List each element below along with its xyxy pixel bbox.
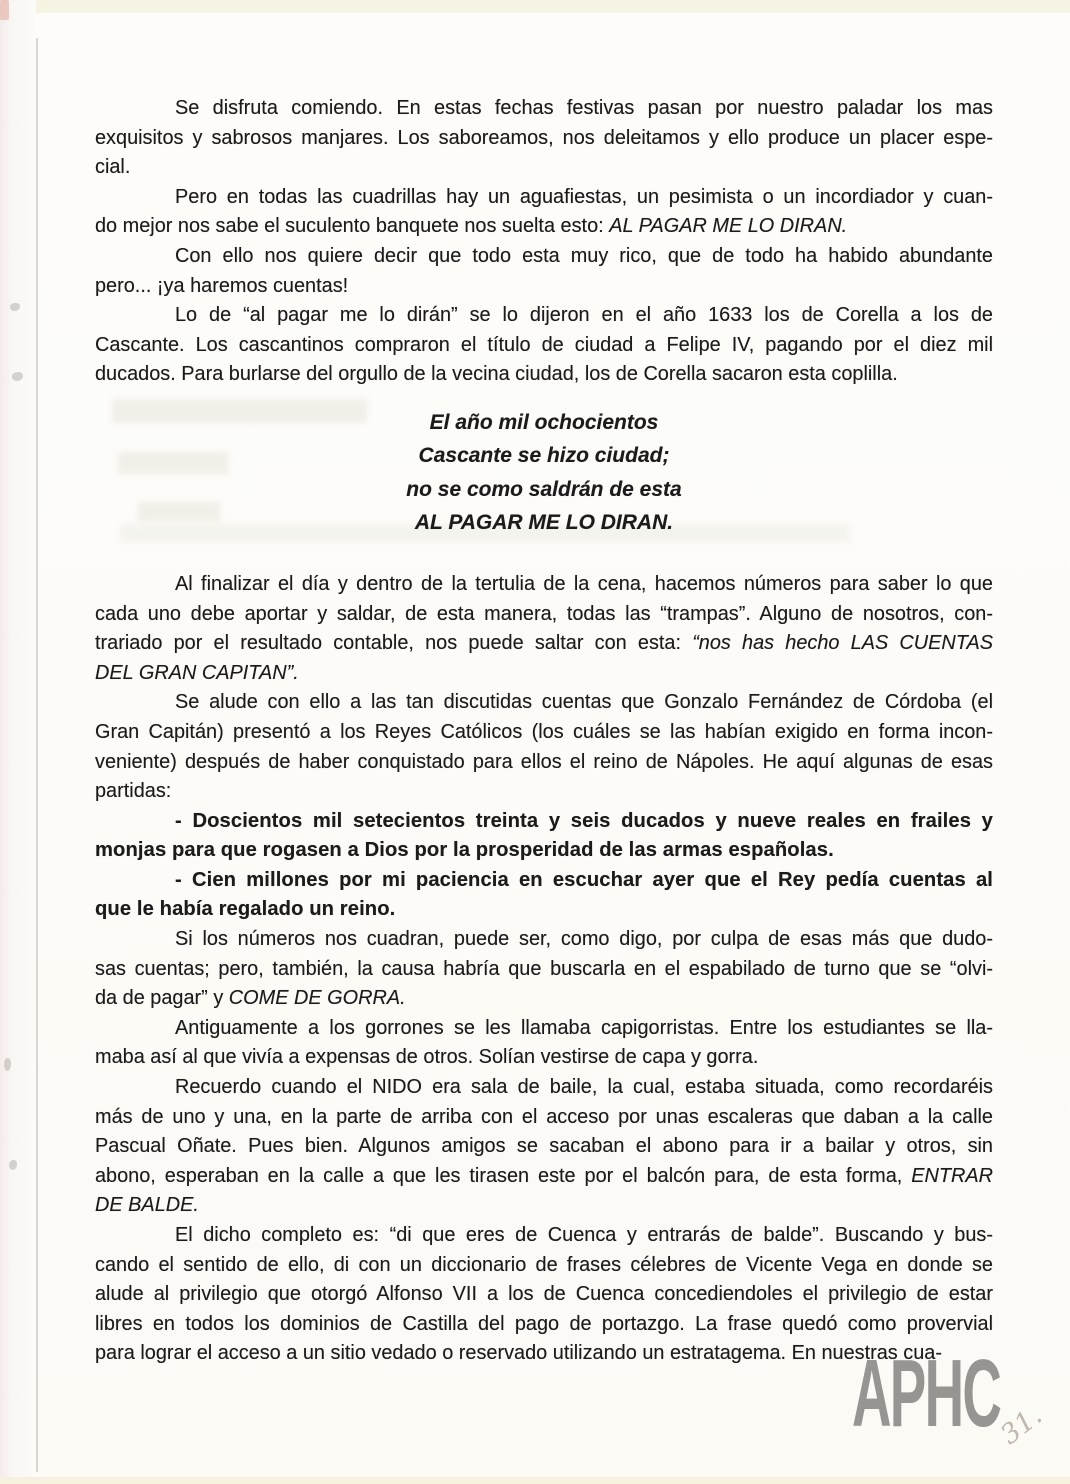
- text-line: [95, 94, 993, 124]
- text-segment: partidas:: [95, 780, 172, 803]
- text-line: [95, 629, 993, 659]
- text-line: [95, 777, 993, 807]
- page-edge-left: [0, 0, 36, 1484]
- text-line: [95, 984, 993, 1014]
- text-line: [95, 748, 993, 778]
- text-line: [95, 360, 993, 390]
- text-line: [95, 866, 993, 896]
- text-segment: trariado por el resultado contable, nos puede saltar con esta:: [95, 632, 693, 655]
- text-segment: maba así al que vivía a expensas de otros. Solían vestirse de capa y gorra.: [95, 1046, 759, 1069]
- text-line: [95, 570, 993, 600]
- text-line: [95, 600, 993, 630]
- text-segment: sas cuentas; pero, también, la causa habría que buscarla en el espabilado de turno que se “olvi-: [95, 957, 993, 980]
- text-segment: abono, esperaban en la calle a que les tirasen este por el balcón para, de esta forma,: [95, 1164, 912, 1187]
- text-segment: Recuerdo cuando el NIDO era sala de baile, la cual, estaba situada, como recordaréis: [175, 1076, 993, 1099]
- paragraph-2: [95, 183, 993, 242]
- text-line: [95, 836, 993, 866]
- text-segment: exquisitos y sabrosos manjares. Los saboreamos, nos deleitamos y ello produce un placer espe-: [95, 126, 993, 149]
- document-text: [95, 94, 993, 1369]
- paragraph-8: [95, 1014, 993, 1073]
- paragraph-4: [95, 301, 993, 390]
- text-segment: da de pagar” y: [95, 987, 229, 1010]
- text-line: [95, 955, 993, 985]
- text-segment: libres en todos los dominios de Castilla del pago de portazgo. La frase quedó como provervial: [95, 1312, 993, 1335]
- paragraph-9: [95, 1073, 993, 1221]
- text-line: [95, 1073, 993, 1103]
- text-line: [95, 212, 993, 242]
- emphasized-text: DEL GRAN CAPITAN”.: [95, 661, 299, 684]
- text-line: [95, 718, 993, 748]
- text-line: [95, 272, 993, 302]
- text-segment: más de uno y una, en la parte de arriba con el acceso por unas escaleras que daban a la calle: [95, 1105, 993, 1128]
- partida-item-2: [95, 866, 993, 925]
- text-segment: Cascante. Los cascantinos compraron el título de ciudad a Felipe IV, pagando por el diez mil: [95, 333, 993, 356]
- emphasized-text: “nos has hecho LAS CUENTAS: [692, 632, 994, 655]
- text-line: [95, 439, 993, 473]
- text-segment: para lograr el acceso a un sitio vedado o reservado utilizando un estratagema. En nuestras cua-: [95, 1342, 942, 1365]
- text-line: [95, 506, 993, 540]
- text-line: [95, 925, 993, 955]
- text-segment: monjas para que rogasen a Dios por la prosperidad de las armas españolas.: [95, 839, 834, 862]
- partida-item-1: [95, 807, 993, 866]
- text-line: [95, 1162, 993, 1192]
- text-segment: Gran Capitán) presentó a los Reyes Católicos (los cuáles se las habían exigido en forma incon-: [95, 720, 993, 743]
- coplilla-verse: [95, 406, 993, 540]
- text-segment: Pero en todas las cuadrillas hay un aguafiestas, un pesimista o un incordiador y cuan-: [175, 185, 993, 208]
- text-line: [95, 1251, 993, 1281]
- text-line: [95, 242, 993, 272]
- text-segment: no se como saldrán de esta: [406, 477, 682, 501]
- text-line: [95, 688, 993, 718]
- text-segment: cada uno debe aportar y saldar, de esta manera, todas las “trampas”. Alguno de nosotros, con-: [95, 602, 993, 625]
- text-segment: - Cien millones por mi paciencia en escuchar ayer que el Rey pedía cuentas al: [175, 868, 993, 891]
- page-edge-shadow: [36, 38, 38, 1472]
- text-segment: pero... ¡ya haremos cuentas!: [95, 274, 349, 297]
- text-segment: cial.: [95, 156, 131, 179]
- text-segment: Si los números nos cuadran, puede ser, como digo, por culpa de esas más que dudo-: [175, 928, 993, 951]
- text-line: [95, 807, 993, 837]
- paragraph-1: [95, 94, 993, 183]
- text-segment: do mejor nos sabe el suculento banquete nos suelta esto:: [95, 215, 610, 238]
- text-line: [95, 1221, 993, 1251]
- text-segment: - Doscientos mil setecientos treinta y seis ducados y nueve reales en frailes y: [175, 809, 993, 832]
- text-line: [95, 1191, 993, 1221]
- text-segment: Pascual Oñate. Pues bien. Algunos amigos se sacaban el abono para ir a bailar y otros, sin: [95, 1135, 993, 1158]
- text-line: [95, 659, 993, 689]
- text-segment: El año mil ochocientos: [429, 410, 659, 434]
- text-segment: que le había regalado un reino.: [95, 898, 396, 921]
- text-segment: cando el sentido de ello, di con un diccionario de frases célebres de Vicente Vega en donde se: [95, 1253, 993, 1276]
- text-segment: veniente) después de haber conquistado para ellos el reino de Nápoles. He aquí algunas de esas: [95, 750, 993, 773]
- text-line: [95, 473, 993, 507]
- text-line: [95, 183, 993, 213]
- text-segment: Al finalizar el día y dentro de la tertulia de la cena, hacemos números para saber lo que: [175, 572, 993, 595]
- text-line: [95, 301, 993, 331]
- text-segment: AL PAGAR ME LO DIRAN.: [414, 511, 674, 535]
- watermark: APHC: [852, 1340, 1001, 1447]
- paragraph-7: [95, 925, 993, 1014]
- paragraph-3: [95, 242, 993, 301]
- text-line: [95, 1132, 993, 1162]
- paragraph-6: [95, 688, 993, 806]
- text-line: [95, 406, 993, 440]
- text-segment: Antiguamente a los gorrones se les llamaba capigorristas. Entre los estudiantes se lla-: [175, 1016, 993, 1039]
- scan-edge-bottom: [0, 1477, 1070, 1484]
- text-line: [95, 1043, 993, 1073]
- text-segment: ducados. Para burlarse del orgullo de la vecina ciudad, los de Corella sacaron esta coplilla.: [95, 363, 898, 386]
- emphasized-text: ENTRAR: [911, 1164, 993, 1187]
- text-line: [95, 124, 993, 154]
- emphasized-text: AL PAGAR ME LO DIRAN.: [609, 215, 848, 238]
- scan-edge-top: [0, 0, 1070, 13]
- text-segment: Con ello nos quiere decir que todo esta muy rico, que de todo ha habido abundante: [175, 244, 993, 267]
- text-line: [95, 895, 993, 925]
- emphasized-text: COME DE GORRA.: [228, 987, 406, 1010]
- scan-corner-mark: [0, 0, 9, 20]
- paragraph-5: [95, 570, 993, 688]
- text-line: [95, 331, 993, 361]
- text-segment: Cascante se hizo ciudad;: [418, 444, 670, 468]
- text-line: [95, 1014, 993, 1044]
- text-line: [95, 1310, 993, 1340]
- text-line: [95, 1103, 993, 1133]
- text-segment: Se alude con ello a las tan discutidas cuentas que Gonzalo Fernández de Córdoba (el: [175, 691, 993, 714]
- emphasized-text: DE BALDE.: [95, 1194, 199, 1217]
- text-segment: Se disfruta comiendo. En estas fechas festivas pasan por nuestro paladar los mas: [175, 97, 993, 119]
- text-line: [95, 153, 993, 183]
- text-segment: alude al privilegio que otorgó Alfonso VII a los de Cuenca concediendoles el privilegio de estar: [95, 1283, 993, 1306]
- text-segment: Lo de “al pagar me lo dirán” se lo dijeron en el año 1633 los de Corella a los de: [175, 304, 993, 327]
- text-line: [95, 1280, 993, 1310]
- text-segment: El dicho completo es: “di que eres de Cuenca y entrarás de balde”. Buscando y bus-: [175, 1224, 993, 1246]
- handwritten-page-number: 31.: [995, 1400, 1048, 1451]
